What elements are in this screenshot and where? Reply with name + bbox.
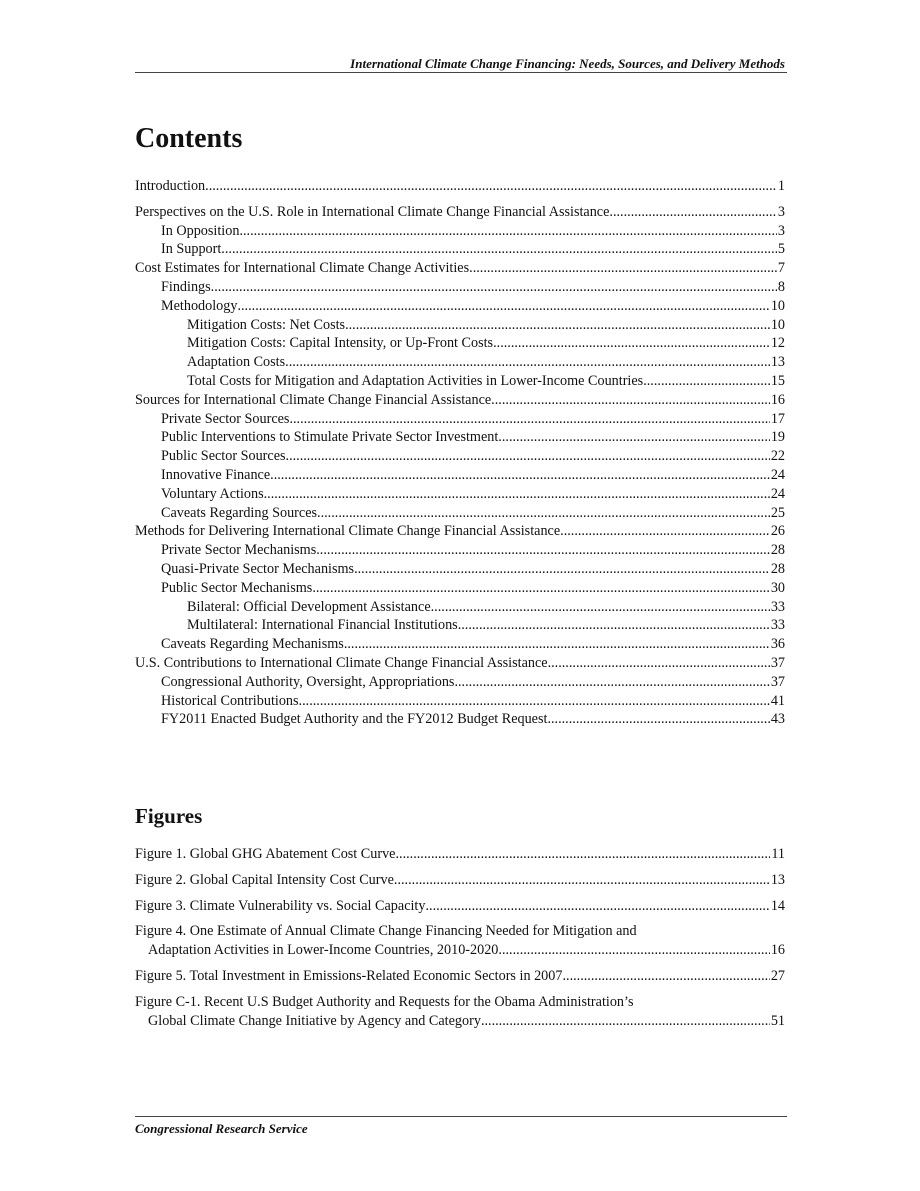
toc-entry-title: Public Interventions to Stimulate Private Sector Investment (161, 429, 499, 446)
toc-entry-page: 37 (770, 654, 785, 671)
dot-leader (286, 447, 770, 466)
toc-entry-page: 8 (777, 278, 785, 295)
toc-entry[interactable] (135, 522, 785, 541)
toc-entry-page: 12 (770, 335, 785, 352)
dot-leader (458, 616, 770, 635)
toc-entry-page: 3 (777, 222, 785, 239)
dot-leader (491, 391, 770, 410)
dot-leader (493, 334, 770, 353)
toc-entry[interactable] (135, 447, 785, 466)
dot-leader (560, 522, 770, 541)
toc-entry-page: 37 (770, 673, 785, 690)
figure-entry-page: 27 (770, 967, 785, 984)
figure-entry-page: 51 (770, 1012, 785, 1029)
running-header: International Climate Change Financing: Needs, Sources, and Delivery Methods (350, 56, 785, 71)
figure-entry-page: 14 (770, 897, 785, 914)
toc-entry-page: 24 (770, 466, 785, 483)
toc-entry-title: Bilateral: Official Development Assistance (187, 598, 431, 615)
dot-leader (498, 428, 770, 447)
toc-entry-title: Voluntary Actions (161, 485, 264, 502)
toc-entry[interactable] (135, 560, 785, 579)
toc-entry-title: Adaptation Costs (187, 354, 286, 371)
toc-entry[interactable] (135, 504, 785, 523)
toc-entry-title: Mitigation Costs: Net Costs (187, 316, 346, 333)
toc-entry-title: Public Sector Sources (161, 448, 286, 465)
figures-heading: Figures (135, 804, 203, 828)
contents-list (135, 177, 785, 729)
dot-leader (316, 541, 770, 560)
toc-entry[interactable] (135, 428, 785, 447)
toc-entry-title: Perspectives on the U.S. Role in International Climate Change Financial Assistance (135, 203, 610, 220)
dot-leader (454, 673, 769, 692)
figure-entry-title: Adaptation Activities in Lower-Income Countries, 2010-2020 (148, 942, 499, 959)
toc-entry[interactable] (135, 410, 785, 429)
dot-leader (299, 692, 770, 711)
toc-entry-title: Caveats Regarding Mechanisms (161, 636, 344, 653)
toc-entry-page: 5 (777, 241, 785, 258)
toc-entry-title: Methodology (161, 297, 238, 314)
toc-entry-title: Public Sector Mechanisms (161, 579, 313, 596)
toc-entry-page: 17 (770, 410, 785, 427)
toc-entry-title: In Opposition (161, 222, 240, 239)
figure-entry-title-line: Figure C-1. Recent U.S Budget Authority and Requests for the Obama Administration’s (135, 993, 634, 1010)
toc-entry[interactable] (135, 654, 785, 673)
toc-entry-title: Private Sector Mechanisms (161, 542, 317, 559)
toc-entry[interactable] (135, 177, 785, 196)
figures-list (135, 845, 785, 1037)
toc-entry-page: 22 (770, 448, 785, 465)
dot-leader (205, 177, 777, 196)
toc-entry-page: 28 (770, 560, 785, 577)
toc-entry[interactable] (135, 297, 785, 316)
dot-leader (547, 710, 769, 729)
figure-entry-title: Global Climate Change Initiative by Agency and Category (148, 1012, 481, 1029)
toc-entry[interactable] (135, 635, 785, 654)
toc-entry-title: Quasi-Private Sector Mechanisms (161, 560, 355, 577)
dot-leader (285, 353, 770, 372)
figure-entry-page: 11 (771, 846, 785, 862)
toc-entry-page: 43 (770, 711, 785, 728)
figure-entry[interactable] (135, 897, 785, 916)
dot-leader (498, 941, 769, 960)
toc-entry-page: 7 (777, 260, 785, 277)
toc-entry[interactable] (135, 485, 785, 504)
toc-entry-page: 10 (770, 316, 785, 333)
figure-entry[interactable] (135, 845, 785, 864)
toc-entry[interactable] (135, 316, 785, 335)
running-footer: Congressional Research Service (135, 1121, 308, 1136)
figure-entry[interactable] (135, 993, 785, 1031)
toc-entry-page: 19 (770, 429, 785, 446)
toc-entry-title: Methods for Delivering International Climate Change Financial Assistance (135, 523, 561, 540)
dot-leader (221, 240, 777, 259)
toc-entry[interactable] (135, 334, 785, 353)
toc-entry[interactable] (135, 541, 785, 560)
dot-leader (481, 1012, 770, 1031)
figure-entry-page: 16 (770, 942, 785, 959)
toc-entry-page: 36 (770, 636, 785, 653)
toc-entry-title: Historical Contributions (161, 692, 299, 709)
toc-entry-title: Multilateral: International Financial Institutions (187, 617, 458, 634)
toc-entry-title: Private Sector Sources (161, 410, 290, 427)
toc-entry[interactable] (135, 372, 785, 391)
toc-entry[interactable] (135, 673, 785, 692)
figure-entry-page: 13 (770, 871, 785, 888)
contents-heading: Contents (135, 123, 243, 154)
dot-leader (344, 635, 770, 654)
toc-entry-title: Caveats Regarding Sources (161, 504, 318, 521)
figure-entry[interactable] (135, 967, 785, 986)
toc-entry-title: Introduction (135, 178, 206, 194)
toc-entry-title: FY2011 Enacted Budget Authority and the FY2012 Budget Request (161, 711, 548, 728)
toc-entry-title: In Support (161, 241, 222, 258)
dot-leader (264, 485, 770, 504)
toc-entry-page: 26 (770, 523, 785, 540)
toc-entry-page: 33 (770, 598, 785, 615)
dot-leader (562, 967, 769, 986)
toc-entry[interactable] (135, 203, 785, 222)
toc-entry-page: 33 (770, 617, 785, 634)
dot-leader (237, 297, 769, 316)
toc-entry[interactable] (135, 616, 785, 635)
dot-leader (317, 504, 770, 523)
toc-entry-page: 28 (770, 542, 785, 559)
footer-divider (135, 1116, 787, 1117)
dot-leader (312, 579, 770, 598)
toc-entry[interactable] (135, 391, 785, 410)
toc-entry-page: 1 (777, 178, 785, 194)
toc-entry-page: 10 (770, 297, 785, 314)
toc-entry[interactable] (135, 259, 785, 278)
figure-entry-title-line: Figure 4. One Estimate of Annual Climate Change Financing Needed for Mitigation and (135, 923, 637, 940)
figure-entry[interactable] (135, 922, 785, 960)
dot-leader (425, 897, 769, 916)
toc-entry-title: Cost Estimates for International Climate Change Activities (135, 260, 470, 277)
dot-leader (431, 598, 770, 617)
toc-entry-title: Innovative Finance (161, 466, 271, 483)
figure-entry-title: Figure 3. Climate Vulnerability vs. Social Capacity (135, 897, 426, 914)
toc-entry[interactable] (135, 598, 785, 617)
toc-entry[interactable] (135, 579, 785, 598)
toc-entry-title: Findings (161, 278, 211, 295)
dot-leader (609, 203, 777, 222)
toc-entry[interactable] (135, 353, 785, 372)
figure-entry-title: Figure 5. Total Investment in Emissions-Related Economic Sectors in 2007 (135, 967, 563, 984)
figure-entry-title: Figure 1. Global GHG Abatement Cost Curve (135, 846, 396, 862)
dot-leader (354, 560, 770, 579)
dot-leader (211, 278, 777, 297)
dot-leader (469, 259, 777, 278)
dot-leader (239, 222, 776, 241)
toc-entry[interactable] (135, 278, 785, 297)
dot-leader (395, 845, 770, 864)
figure-entry-title: Figure 2. Global Capital Intensity Cost Curve (135, 871, 394, 888)
toc-entry-title: Congressional Authority, Oversight, Appropriations (161, 673, 455, 690)
toc-entry-page: 30 (770, 579, 785, 596)
dot-leader (548, 654, 770, 673)
toc-entry-page: 3 (777, 203, 785, 220)
dot-leader (345, 316, 770, 335)
dot-leader (270, 466, 770, 485)
toc-entry-page: 16 (770, 391, 785, 408)
toc-entry[interactable] (135, 692, 785, 711)
toc-entry-title: Sources for International Climate Change Financial Assistance (135, 391, 492, 408)
toc-entry-title: Total Costs for Mitigation and Adaptation Activities in Lower-Income Countries (187, 372, 644, 389)
toc-entry[interactable] (135, 240, 785, 259)
toc-entry[interactable] (135, 466, 785, 485)
header-divider (135, 72, 787, 73)
dot-leader (643, 372, 770, 391)
dot-leader (394, 871, 770, 890)
toc-entry-title: Mitigation Costs: Capital Intensity, or Up-Front Costs (187, 335, 494, 352)
dot-leader (289, 410, 769, 429)
toc-entry-page: 13 (770, 354, 785, 371)
toc-entry-page: 24 (770, 485, 785, 502)
figure-entry[interactable] (135, 871, 785, 890)
toc-entry-title: U.S. Contributions to International Climate Change Financial Assistance (135, 654, 548, 671)
toc-entry[interactable] (135, 710, 785, 729)
toc-entry-page: 41 (770, 692, 785, 709)
toc-entry[interactable] (135, 222, 785, 241)
toc-entry-page: 25 (770, 504, 785, 521)
toc-entry-page: 15 (770, 372, 785, 389)
